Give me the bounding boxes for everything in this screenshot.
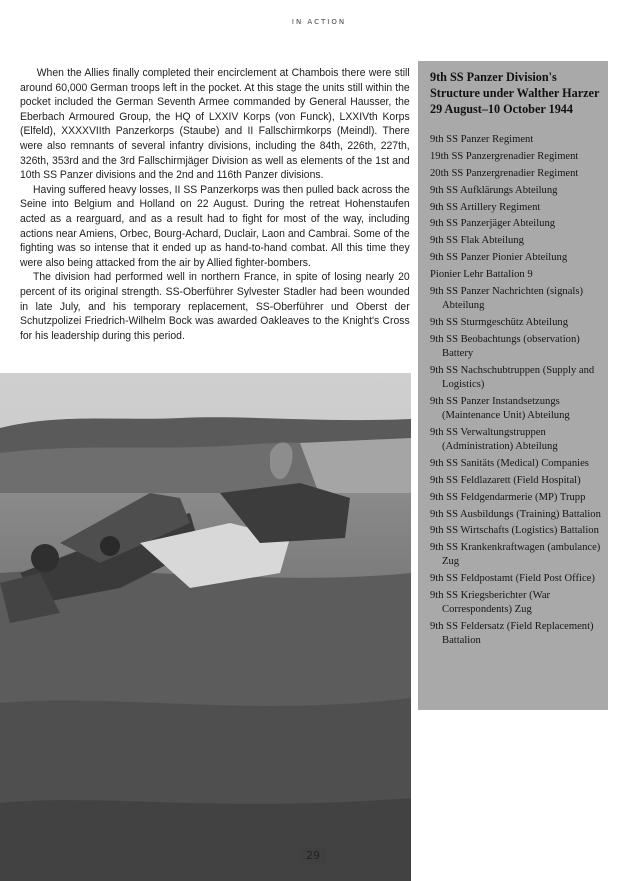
list-item: 9th SS Panzer Nachrichten (signals) Abteilung (430, 286, 583, 312)
body-text (20, 66, 410, 343)
list-item: 9th SS Feldpostamt (Field Post Office) (430, 573, 595, 585)
sidebar-title: 9th SS Panzer Division's Structure under Walther Harzer 29 August–10 October 1944 (430, 70, 600, 116)
list-item: 19th SS Panzergrenadier Regiment (430, 150, 579, 162)
list-item: 20th SS Panzergrenadier Regiment (430, 167, 579, 179)
list-item: 9th SS Ausbildungs (Training) Battalion (430, 508, 601, 520)
list-item: 9th SS Sturmgeschütz Abteilung (430, 317, 569, 328)
list-item: Pionier Lehr Battalion 9 (430, 269, 533, 281)
paragraph-2: Having suffered heavy losses, II SS Panzerkorps was then pulled back across the Seine into Belgium and Holland on 22 August. During the retreat Hohenstaufen acted as a rearguard, and as a result had to fight for most of the way, including actions near Amiens, Orbec, Bourg-Achard, Duclair, Laon and Cambrai. Some of the fighting was so intense that it ended up as hand-to-hand combat. All this time they were also being attacked from the air by Allied fighter-bombers. (20, 183, 410, 269)
list-item: 9th SS Panzerjäger Abteilung (430, 218, 556, 230)
paragraph-1: When the Allies finally completed their encirclement at Chambois there were still around 60,000 German troops left in the pocket. At this stage the units still within the pocket included the German Seventh Armee commanded by General Hausser, the Eberbach Armoured Group, the HQ of LXXIV Korps (von Funck), LXXIVth Korps (Elfeld), XXXXVIIth Panzerkorps (Staube) and II Fallschirmkorps (Meindl). There were also remnants of several infantry divisions, including the 84th, 226th, 227th, 326th, 353rd and the 3rd Fallschirmjäger Division as well as elements of the 1st and 10th SS Panzer divisions and the 2nd and 116th Panzer divisions. (20, 67, 410, 182)
list-item: 9th SS Krankenkraftwagen (ambulance) Zug (430, 542, 601, 568)
list-item: 9th SS Feldlazarett (Field Hospital) (430, 474, 581, 486)
list-item: 9th SS Feldersatz (Field Replacement) Battalion (430, 621, 594, 647)
page-number: 29 (300, 848, 326, 864)
unit-list (430, 133, 608, 651)
list-item: 9th SS Sanitäts (Medical) Companies (430, 457, 589, 469)
list-item: 9th SS Verwaltungstruppen (Administration) Abteilung (430, 426, 558, 452)
list-item: 9th SS Kriegsberichter (War Correspondents) Zug (430, 590, 551, 616)
battlefield-photo (0, 373, 411, 881)
running-head: IN ACTION (291, 18, 347, 26)
list-item: 9th SS Aufklärungs Abteilung (430, 184, 558, 196)
list-item: 9th SS Flak Abteilung (430, 235, 524, 247)
list-item: 9th SS Feldgendarmerie (MP) Trupp (430, 491, 586, 503)
list-item: 9th SS Artillery Regiment (430, 201, 541, 213)
list-item: 9th SS Panzer Instandsetzungs (Maintenance Unit) Abteilung (430, 395, 570, 421)
list-item: 9th SS Nachschubtruppen (Supply and Logistics) (430, 364, 595, 390)
list-item: 9th SS Panzer Pionier Abteilung (430, 252, 568, 264)
list-item: 9th SS Wirtschafts (Logistics) Battalion (430, 525, 599, 537)
wrecked-vehicles-image (0, 373, 411, 881)
list-item: 9th SS Panzer Regiment (430, 134, 534, 145)
list-item: 9th SS Beobachtungs (observation) Battery (430, 333, 580, 359)
structure-sidebar (418, 61, 608, 710)
paragraph-3: The division had performed well in northern France, in spite of losing nearly 20 percent of its original strength. SS-Oberführer Sylvester Stadler had been wounded in late July, and his temporary replacement, SS-Oberführer und Oberst der Schutzpolizei Friedrich-Wilhelm Bock was awarded Oakleaves to the Knight's Cross for his leadership during this period. (20, 271, 410, 342)
